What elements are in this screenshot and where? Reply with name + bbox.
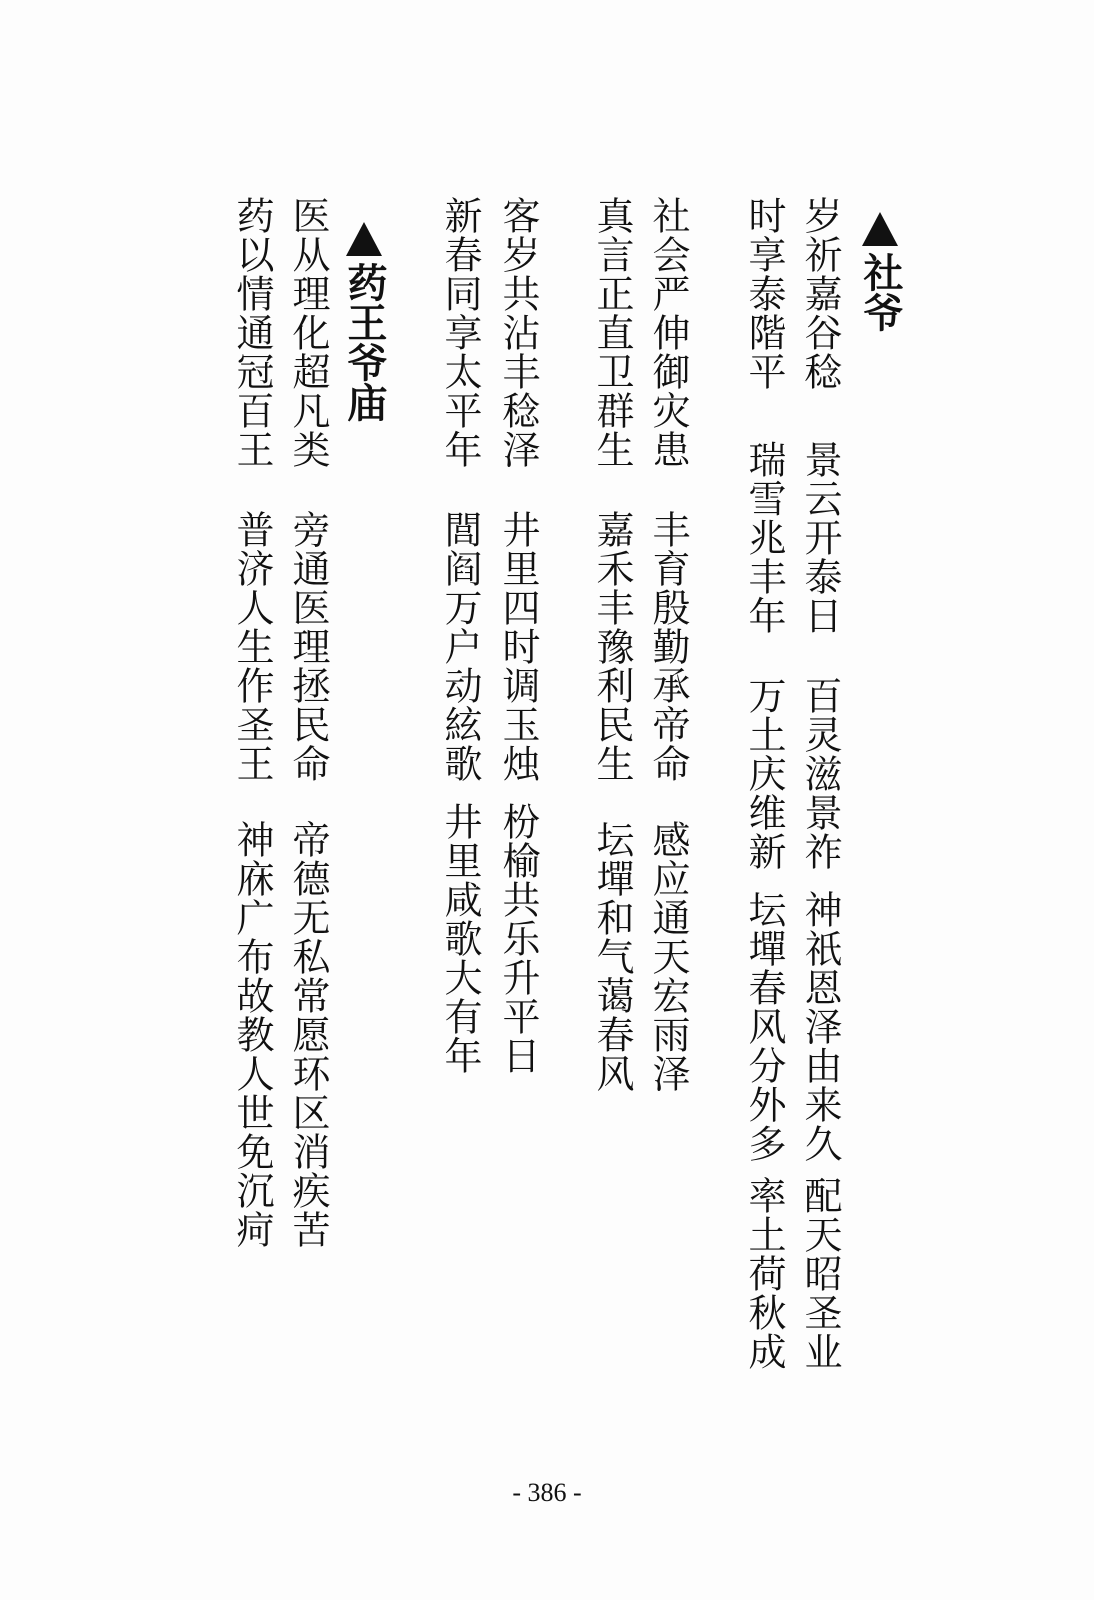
couplet-line: 岁祈嘉谷稔 bbox=[798, 196, 842, 391]
couplet-line: 普济人生作圣王 bbox=[230, 510, 274, 783]
couplet-line: 坛墠春风分外多 bbox=[742, 890, 786, 1163]
couplet-line: 医从理化超凡类 bbox=[286, 196, 330, 469]
couplet-line: 景云开泰日 bbox=[798, 440, 842, 635]
couplet-line: 感应通天宏雨泽 bbox=[646, 820, 690, 1093]
couplet-line: 井里咸歌大有年 bbox=[438, 802, 482, 1075]
page-number: - 386 - bbox=[512, 1478, 582, 1507]
section-heading-sheye bbox=[858, 212, 902, 332]
couplet-line: 丰育殷勤承帝命 bbox=[646, 510, 690, 783]
couplet-line: 新春同享太平年 bbox=[438, 196, 482, 469]
couplet-line: 神庥广布故教人世免沉疴 bbox=[230, 820, 274, 1249]
couplet-line: 药以情通冠百王 bbox=[230, 196, 274, 469]
couplet-line: 坛墠和气蔼春风 bbox=[590, 820, 634, 1093]
couplet-line: 百灵滋景祚 bbox=[798, 676, 842, 871]
couplet-line: 旁通医理拯民命 bbox=[286, 510, 330, 783]
couplet-line: 神祇恩泽由来久 bbox=[798, 890, 842, 1163]
section-heading-yaowangye-miao bbox=[342, 222, 386, 422]
couplet-line: 社会严伸御灾患 bbox=[646, 196, 690, 469]
couplet-line: 瑞雪兆丰年 bbox=[742, 440, 786, 635]
couplet-line: 嘉禾丰豫利民生 bbox=[590, 510, 634, 783]
couplet-line: 万土庆维新 bbox=[742, 676, 786, 871]
section-title: 药王爷庙 bbox=[341, 262, 387, 422]
couplet-line: 时享泰階平 bbox=[742, 196, 786, 391]
couplet-line: 帝德无私常愿环区消疾苦 bbox=[286, 820, 330, 1249]
triangle-marker-icon bbox=[862, 212, 898, 246]
couplet-line: 真言正直卫群生 bbox=[590, 196, 634, 469]
couplet-line: 配天昭圣业 bbox=[798, 1176, 842, 1371]
couplet-line: 客岁共沾丰稔泽 bbox=[496, 196, 540, 469]
couplet-line: 閭阎万户动絃歌 bbox=[438, 510, 482, 783]
couplet-line: 枌榆共乐升平日 bbox=[496, 802, 540, 1075]
triangle-marker-icon bbox=[346, 222, 382, 256]
couplet-line: 率土荷秋成 bbox=[742, 1176, 786, 1371]
couplet-line: 井里四时调玉烛 bbox=[496, 510, 540, 783]
section-title: 社爷 bbox=[857, 252, 903, 332]
